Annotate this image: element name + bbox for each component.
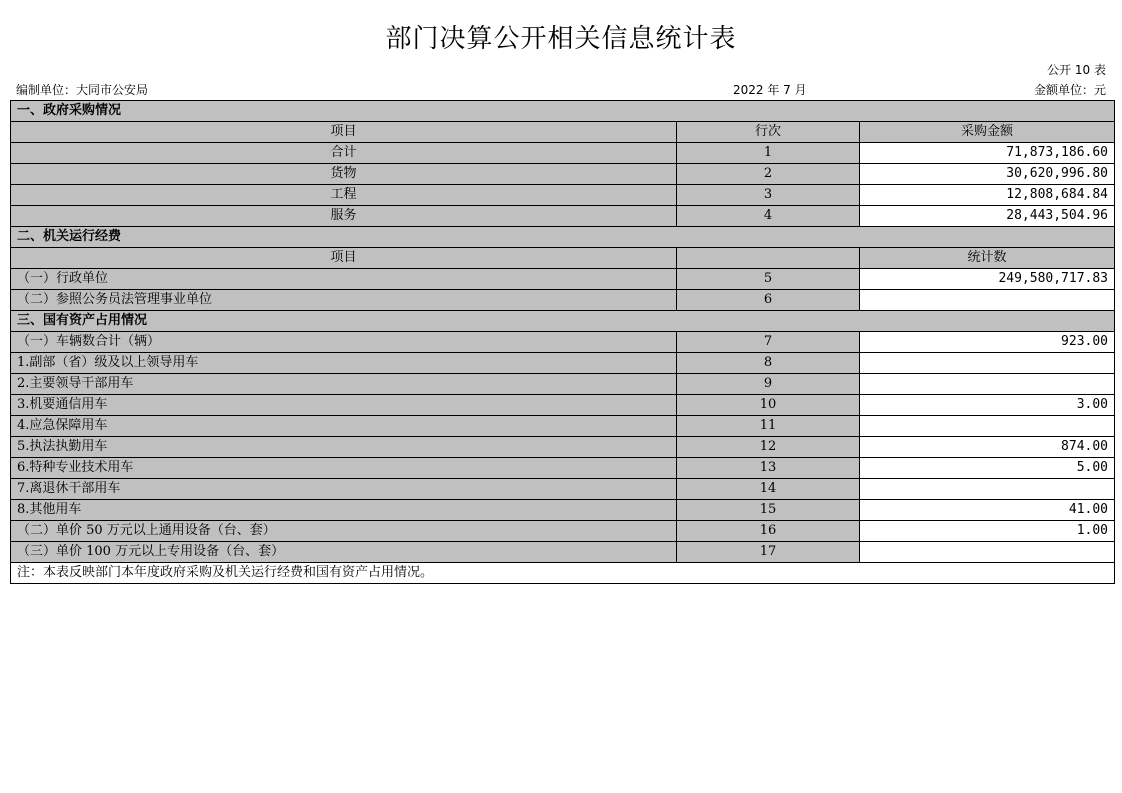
table-row xyxy=(11,185,1115,206)
section-title: 一、政府采购情况 xyxy=(11,101,1115,122)
value-cell: 5.00 xyxy=(860,458,1115,479)
item-cell: 货物 xyxy=(11,164,677,185)
page-title: 部门决算公开相关信息统计表 xyxy=(385,24,737,54)
compiling-unit: 编制单位：大同市公安局 xyxy=(16,83,149,97)
value-cell: 41.00 xyxy=(860,500,1115,521)
value-cell: 1.00 xyxy=(860,521,1115,542)
section-row xyxy=(11,311,1115,332)
table-row xyxy=(11,395,1115,416)
item-cell: 7.离退休干部用车 xyxy=(11,479,677,500)
table-row xyxy=(11,164,1115,185)
table-row xyxy=(11,269,1115,290)
value-cell: 874.00 xyxy=(860,437,1115,458)
item-cell: 6.特种专业技术用车 xyxy=(11,458,677,479)
item-cell: 2.主要领导干部用车 xyxy=(11,374,677,395)
item-cell: （二）参照公务员法管理事业单位 xyxy=(11,290,677,311)
value-cell: 71,873,186.60 xyxy=(860,143,1115,164)
table-row xyxy=(11,374,1115,395)
line-cell: 12 xyxy=(677,437,860,458)
line-cell: 4 xyxy=(677,206,860,227)
table-row xyxy=(11,437,1115,458)
item-cell: 1.副部（省）级及以上领导用车 xyxy=(11,353,677,374)
section-title: 二、机关运行经费 xyxy=(11,227,1115,248)
item-cell: （二）单价 50 万元以上通用设备（台、套） xyxy=(11,521,677,542)
statistics-table-body xyxy=(11,101,1115,584)
header-item: 项目 xyxy=(11,122,677,143)
line-cell: 10 xyxy=(677,395,860,416)
item-cell: （一）行政单位 xyxy=(11,269,677,290)
value-cell: 28,443,504.96 xyxy=(860,206,1115,227)
item-cell: 5.执法执勤用车 xyxy=(11,437,677,458)
item-cell: 3.机要通信用车 xyxy=(11,395,677,416)
table-row xyxy=(11,416,1115,437)
line-cell: 2 xyxy=(677,164,860,185)
line-cell: 5 xyxy=(677,269,860,290)
statistics-table xyxy=(10,100,1115,584)
item-cell: （三）单价 100 万元以上专用设备（台、套） xyxy=(11,542,677,563)
item-cell: 服务 xyxy=(11,206,677,227)
section-title: 三、国有资产占用情况 xyxy=(11,311,1115,332)
value-cell xyxy=(860,479,1115,500)
header-line: 行次 xyxy=(677,122,860,143)
table-row xyxy=(11,479,1115,500)
line-cell: 1 xyxy=(677,143,860,164)
value-cell: 3.00 xyxy=(860,395,1115,416)
table-row xyxy=(11,206,1115,227)
value-cell: 923.00 xyxy=(860,332,1115,353)
line-cell: 9 xyxy=(677,374,860,395)
item-cell: 4.应急保障用车 xyxy=(11,416,677,437)
table-row xyxy=(11,143,1115,164)
table-number: 公开 10 表 xyxy=(1047,63,1106,77)
table-note: 注：本表反映部门本年度政府采购及机关运行经费和国有资产占用情况。 xyxy=(11,563,1115,584)
item-cell: （一）车辆数合计（辆） xyxy=(11,332,677,353)
value-cell: 30,620,996.80 xyxy=(860,164,1115,185)
table-row xyxy=(11,521,1115,542)
value-cell xyxy=(860,374,1115,395)
amount-unit: 金额单位：元 xyxy=(1033,83,1106,97)
report-date: 2022 年 7 月 xyxy=(733,83,807,97)
value-cell: 12,808,684.84 xyxy=(860,185,1115,206)
line-cell: 11 xyxy=(677,416,860,437)
line-cell: 6 xyxy=(677,290,860,311)
value-cell xyxy=(860,542,1115,563)
header-line xyxy=(677,248,860,269)
line-cell: 3 xyxy=(677,185,860,206)
header-item: 项目 xyxy=(11,248,677,269)
table-row xyxy=(11,500,1115,521)
note-row xyxy=(11,563,1115,584)
item-cell: 合计 xyxy=(11,143,677,164)
table-row xyxy=(11,332,1115,353)
header-row xyxy=(11,248,1115,269)
table-row xyxy=(11,542,1115,563)
header-amount: 采购金额 xyxy=(860,122,1115,143)
item-cell: 工程 xyxy=(11,185,677,206)
value-cell: 249,580,717.83 xyxy=(860,269,1115,290)
header-count: 统计数 xyxy=(860,248,1115,269)
section-row xyxy=(11,227,1115,248)
table-row xyxy=(11,290,1115,311)
line-cell: 14 xyxy=(677,479,860,500)
line-cell: 8 xyxy=(677,353,860,374)
table-row xyxy=(11,353,1115,374)
line-cell: 7 xyxy=(677,332,860,353)
line-cell: 13 xyxy=(677,458,860,479)
line-cell: 15 xyxy=(677,500,860,521)
value-cell xyxy=(860,290,1115,311)
item-cell: 8.其他用车 xyxy=(11,500,677,521)
header-row xyxy=(11,122,1115,143)
value-cell xyxy=(860,416,1115,437)
line-cell: 17 xyxy=(677,542,860,563)
table-row xyxy=(11,458,1115,479)
section-row xyxy=(11,101,1115,122)
line-cell: 16 xyxy=(677,521,860,542)
value-cell xyxy=(860,353,1115,374)
